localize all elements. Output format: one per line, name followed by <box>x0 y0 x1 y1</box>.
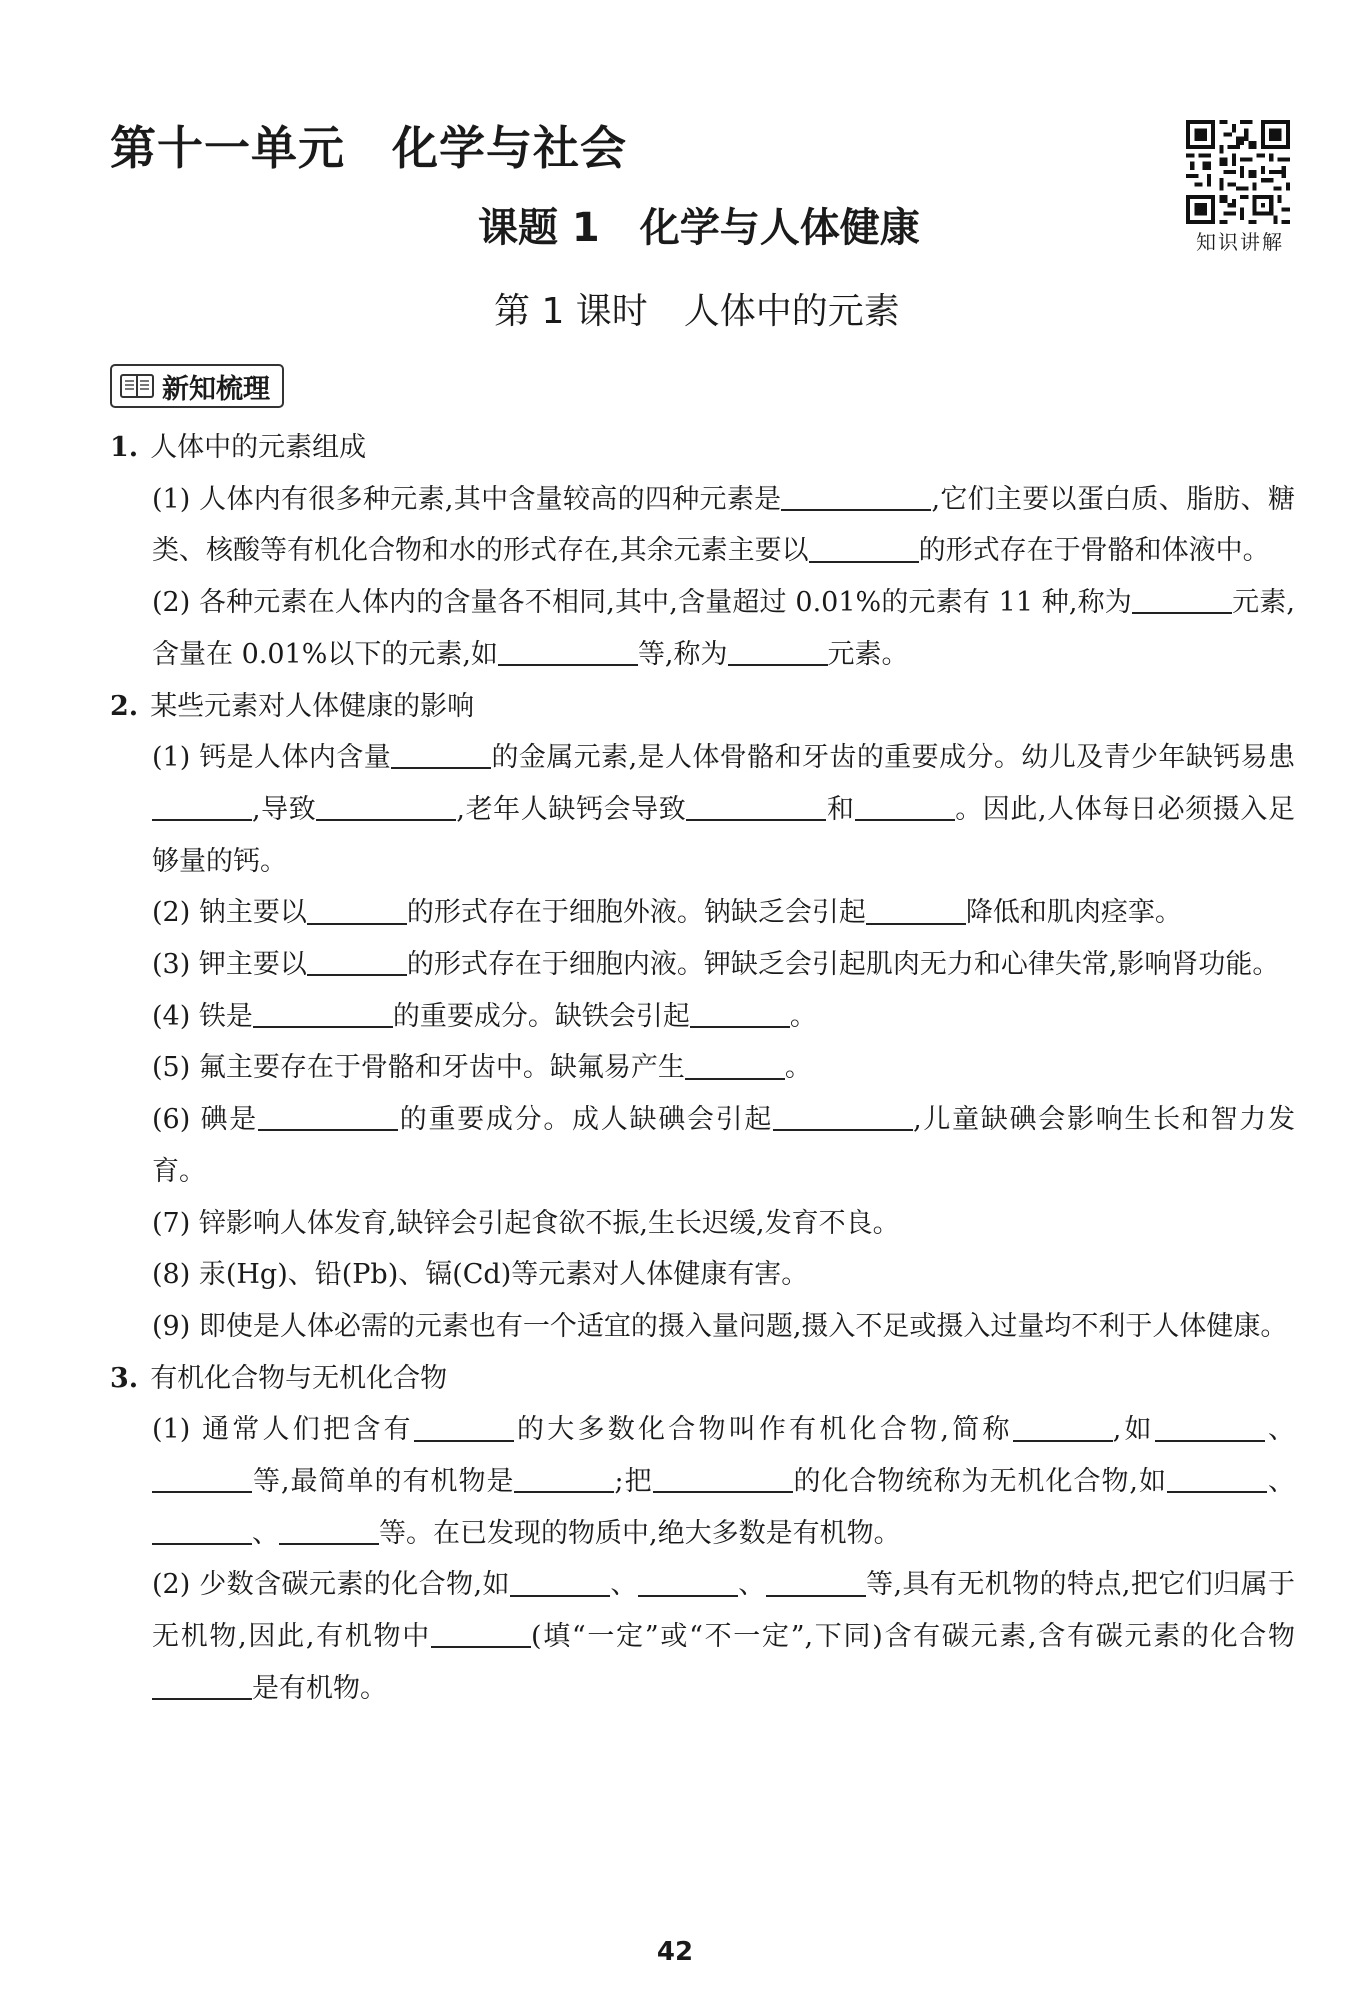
item-paragraph <box>110 991 1295 1043</box>
qr-label: 知识讲解 <box>1196 230 1284 254</box>
answer-blank[interactable] <box>152 792 252 821</box>
paragraph-text: 、 <box>737 1569 766 1601</box>
paragraph-text: 。 <box>789 1000 817 1032</box>
item-paragraph <box>110 1559 1295 1714</box>
answer-blank[interactable] <box>258 1102 398 1131</box>
paragraph-text: 等,最简单的有机物是 <box>252 1466 515 1498</box>
answer-blank[interactable] <box>1155 1413 1265 1442</box>
item-heading <box>110 681 1295 733</box>
paragraph-text: (1) 钙是人体内含量 <box>152 742 392 774</box>
paragraph-text: 和 <box>826 793 855 825</box>
answer-blank[interactable] <box>253 999 393 1028</box>
paragraph-text: 的形式存在于细胞外液。钠缺乏会引起 <box>406 897 866 929</box>
answer-blank[interactable] <box>686 792 826 821</box>
unit-title: 第十一单元 化学与社会 <box>110 121 627 175</box>
answer-blank[interactable] <box>728 637 828 666</box>
paragraph-text: 是有机物。 <box>252 1672 387 1704</box>
item-paragraph <box>110 1042 1295 1094</box>
qr-code-icon[interactable] <box>1186 120 1290 224</box>
item-heading <box>110 422 1295 474</box>
paragraph-text: (6) 碘是 <box>152 1104 258 1136</box>
answer-blank[interactable] <box>781 482 931 511</box>
paragraph-text: (1) 通常人们把含有 <box>152 1414 414 1446</box>
answer-blank[interactable] <box>307 947 407 976</box>
paragraph-text: (2) 少数含碳元素的化合物,如 <box>152 1569 510 1601</box>
item-paragraph <box>110 1198 1295 1250</box>
paragraph-text: ,儿童缺碘会影响生长和智力发育。 <box>152 1104 1296 1187</box>
item-title: 人体中的元素组成 <box>150 432 367 463</box>
period-title: 第 1 课时 人体中的元素 <box>494 291 900 332</box>
answer-blank[interactable] <box>316 792 456 821</box>
paragraph-text: 元素。 <box>827 638 909 670</box>
answer-blank[interactable] <box>866 896 966 925</box>
paragraph-text: (1) 人体内有很多种元素,其中含量较高的四种元素是 <box>152 483 782 515</box>
item-number: 3. <box>110 1362 139 1394</box>
item-number: 1. <box>110 432 139 463</box>
answer-blank[interactable] <box>690 999 790 1028</box>
answer-blank[interactable] <box>498 637 638 666</box>
paragraph-text: 降低和肌肉痉挛。 <box>965 897 1182 929</box>
item-paragraph <box>110 887 1295 939</box>
section-tag-label: 新知梳理 <box>162 373 270 405</box>
answer-blank[interactable] <box>307 896 407 925</box>
paragraph-text: 的重要成分。成人缺碘会引起 <box>398 1104 774 1136</box>
paragraph-text: 的形式存在于细胞内液。钾缺乏会引起肌肉无力和心律失常,影响肾功能。 <box>406 949 1280 981</box>
answer-blank[interactable] <box>510 1568 610 1597</box>
paragraph-text: 、 <box>1264 1414 1296 1446</box>
paragraph-text: (填“一定”或“不一定”,下同)含有碳元素,含有碳元素的化合物 <box>530 1621 1295 1653</box>
paragraph-text: 、 <box>1267 1466 1295 1498</box>
paragraph-text: 等,称为 <box>637 638 728 670</box>
item-paragraph <box>110 939 1295 991</box>
item-paragraph <box>110 1249 1295 1301</box>
item-paragraph <box>110 1301 1295 1353</box>
item-title: 有机化合物与无机化合物 <box>150 1362 448 1394</box>
answer-blank[interactable] <box>855 792 955 821</box>
item-heading <box>110 1353 1295 1405</box>
item-paragraph <box>110 474 1295 577</box>
paragraph-text: (4) 铁是 <box>152 1000 253 1032</box>
paragraph-text: (3) 钾主要以 <box>152 949 307 981</box>
item-paragraph <box>110 732 1295 887</box>
answer-blank[interactable] <box>766 1568 866 1597</box>
page-number: 42 <box>656 1937 694 1967</box>
answer-blank[interactable] <box>152 1464 252 1493</box>
answer-blank[interactable] <box>1167 1464 1267 1493</box>
paragraph-text: 、 <box>609 1569 638 1601</box>
answer-blank[interactable] <box>809 534 919 563</box>
paragraph-text: 等,具有无机物的特点,把它们归属于无机物,因此,有机物中 <box>152 1569 1296 1653</box>
item-paragraph <box>110 1094 1295 1197</box>
paragraph-text: 的形式存在于骨骼和体液中。 <box>918 535 1270 567</box>
lesson-title: 课题 1 化学与人体健康 <box>478 205 920 251</box>
paragraph-text: (2) 各种元素在人体内的含量各不相同,其中,含量超过 0.01%的元素有 11 种,称为 <box>152 587 1132 619</box>
paragraph-text: ,它们主要以蛋白质、脂肪、糖类、核酸等有机化合物和水的形式存在,其余元素主要以 <box>152 483 1295 567</box>
paragraph-text: 的化合物统称为无机化合物,如 <box>792 1466 1167 1498</box>
item-paragraph <box>110 1404 1295 1559</box>
paragraph-text: 的重要成分。缺铁会引起 <box>392 1000 690 1032</box>
answer-blank[interactable] <box>414 1413 514 1442</box>
answer-blank[interactable] <box>1132 585 1232 614</box>
answer-blank[interactable] <box>431 1619 531 1648</box>
paragraph-text: 的金属元素,是人体骨骼和牙齿的重要成分。幼儿及青少年缺钙易患 <box>491 742 1295 774</box>
content-body <box>110 422 1295 1715</box>
answer-blank[interactable] <box>152 1516 252 1545</box>
paragraph-text: (9) 即使是人体必需的元素也有一个适宜的摄入量问题,摄入不足或摄入过量均不利于人体健康。 <box>152 1310 1288 1342</box>
paragraph-text: 。 <box>784 1052 812 1084</box>
paragraph-text: (5) 氟主要存在于骨骼和牙齿中。缺氟易产生 <box>152 1052 685 1084</box>
paragraph-text: 、 <box>252 1517 279 1549</box>
paragraph-text: ,导致 <box>252 793 317 825</box>
answer-blank[interactable] <box>638 1568 738 1597</box>
paragraph-text: (8) 汞(Hg)、铅(Pb)、镉(Cd)等元素对人体健康有害。 <box>152 1259 809 1291</box>
section-tag <box>110 364 284 408</box>
paragraph-text: 。因此,人体每日必须摄入足够量的钙。 <box>152 793 1295 877</box>
paragraph-text: (2) 钠主要以 <box>152 897 307 929</box>
paragraph-text: 元素,含量在 0.01%以下的元素,如 <box>152 587 1295 670</box>
item-title: 某些元素对人体健康的影响 <box>150 690 475 722</box>
paragraph-text: ;把 <box>614 1466 653 1498</box>
answer-blank[interactable] <box>685 1051 785 1080</box>
paragraph-text: 的大多数化合物叫作有机化合物,简称 <box>513 1414 1013 1446</box>
paragraph-text: ,老年人缺钙会导致 <box>456 793 687 825</box>
book-icon <box>120 373 154 399</box>
paragraph-text: ,如 <box>1112 1414 1155 1446</box>
answer-blank[interactable] <box>1013 1413 1113 1442</box>
answer-blank[interactable] <box>653 1464 793 1493</box>
paragraph-text: 等。在已发现的物质中,绝大多数是有机物。 <box>379 1517 901 1549</box>
answer-blank[interactable] <box>514 1464 614 1493</box>
answer-blank[interactable] <box>279 1516 379 1545</box>
item-number: 2. <box>110 690 139 722</box>
answer-blank[interactable] <box>773 1102 913 1131</box>
answer-blank[interactable] <box>152 1671 252 1700</box>
paragraph-text: (7) 锌影响人体发育,缺锌会引起食欲不振,生长迟缓,发育不良。 <box>152 1207 900 1239</box>
item-paragraph <box>110 577 1295 680</box>
answer-blank[interactable] <box>391 740 491 769</box>
